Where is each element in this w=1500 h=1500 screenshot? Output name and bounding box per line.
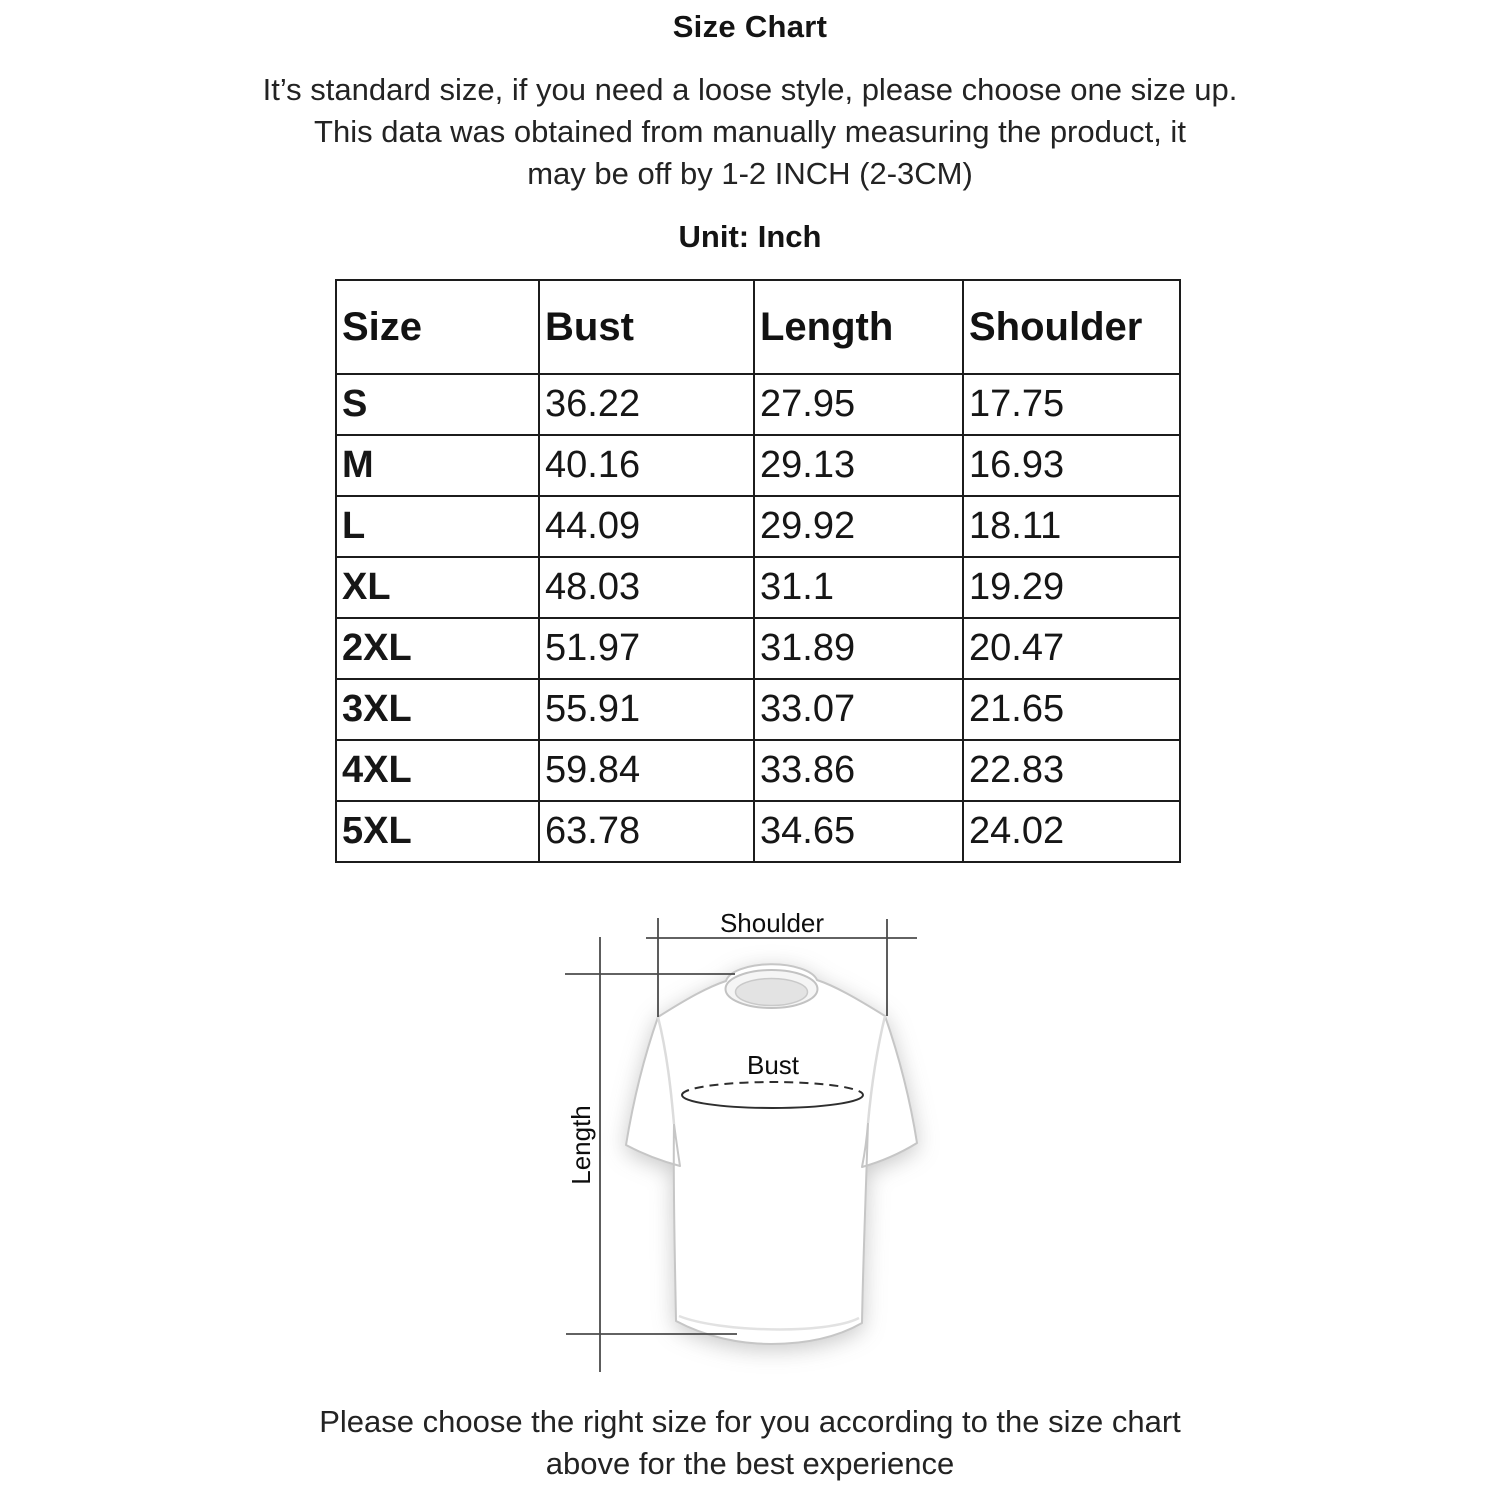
cell-length: 31.1 [754, 557, 963, 618]
cell-shoulder: 17.75 [963, 374, 1180, 435]
intro-line: It’s standard size, if you need a loose style, please choose one size up. [262, 72, 1238, 107]
cell-bust: 48.03 [539, 557, 754, 618]
page-title: Size Chart [672, 9, 828, 44]
intro-line: may be off by 1-2 INCH (2-3CM) [527, 156, 973, 191]
cell-size: 4XL [336, 740, 539, 801]
cell-shoulder: 18.11 [963, 496, 1180, 557]
table-row [336, 374, 1180, 435]
shoulder-label: Shoulder [719, 908, 825, 938]
table-header-size: Size [336, 280, 539, 374]
intro-text [0, 69, 1500, 195]
cell-size: S [336, 374, 539, 435]
cell-bust: 44.09 [539, 496, 754, 557]
cell-length: 33.86 [754, 740, 963, 801]
tshirt-measurement-diagram [540, 895, 1000, 1385]
cell-shoulder: 16.93 [963, 435, 1180, 496]
cell-size: M [336, 435, 539, 496]
table-row [336, 801, 1180, 862]
cell-length: 29.92 [754, 496, 963, 557]
cell-length: 31.89 [754, 618, 963, 679]
table-row [336, 679, 1180, 740]
cell-length: 29.13 [754, 435, 963, 496]
cell-shoulder: 19.29 [963, 557, 1180, 618]
cell-length: 33.07 [754, 679, 963, 740]
table-header-length: Length [754, 280, 963, 374]
cell-size: 2XL [336, 618, 539, 679]
cell-length: 27.95 [754, 374, 963, 435]
table-row [336, 557, 1180, 618]
table-row [336, 435, 1180, 496]
table-row [336, 740, 1180, 801]
footer-line: above for the best experience [545, 1446, 955, 1481]
cell-shoulder: 21.65 [963, 679, 1180, 740]
tshirt-graphic [626, 964, 917, 1344]
tshirt-body [626, 964, 917, 1344]
table-header-bust: Bust [539, 280, 754, 374]
cell-bust: 59.84 [539, 740, 754, 801]
intro-line: This data was obtained from manually measuring the product, it [314, 114, 1186, 149]
size-table [335, 279, 1181, 863]
cell-shoulder: 24.02 [963, 801, 1180, 862]
cell-size: 5XL [336, 801, 539, 862]
table-header-shoulder: Shoulder [963, 280, 1180, 374]
table-row [336, 496, 1180, 557]
cell-size: XL [336, 557, 539, 618]
cell-bust: 55.91 [539, 679, 754, 740]
cell-bust: 63.78 [539, 801, 754, 862]
cell-size: L [336, 496, 539, 557]
footer-line: Please choose the right size for you according to the size chart [319, 1404, 1181, 1439]
cell-bust: 36.22 [539, 374, 754, 435]
unit-label: Unit: Inch [678, 219, 822, 254]
table-header-row [336, 280, 1180, 374]
cell-shoulder: 22.83 [963, 740, 1180, 801]
cell-size: 3XL [336, 679, 539, 740]
footer-text [0, 1401, 1500, 1485]
cell-length: 34.65 [754, 801, 963, 862]
cell-shoulder: 20.47 [963, 618, 1180, 679]
bust-label: Bust [746, 1050, 800, 1080]
table-row [336, 618, 1180, 679]
cell-bust: 51.97 [539, 618, 754, 679]
collar-inner [736, 979, 808, 1006]
length-label: Length [566, 1105, 596, 1185]
cell-bust: 40.16 [539, 435, 754, 496]
